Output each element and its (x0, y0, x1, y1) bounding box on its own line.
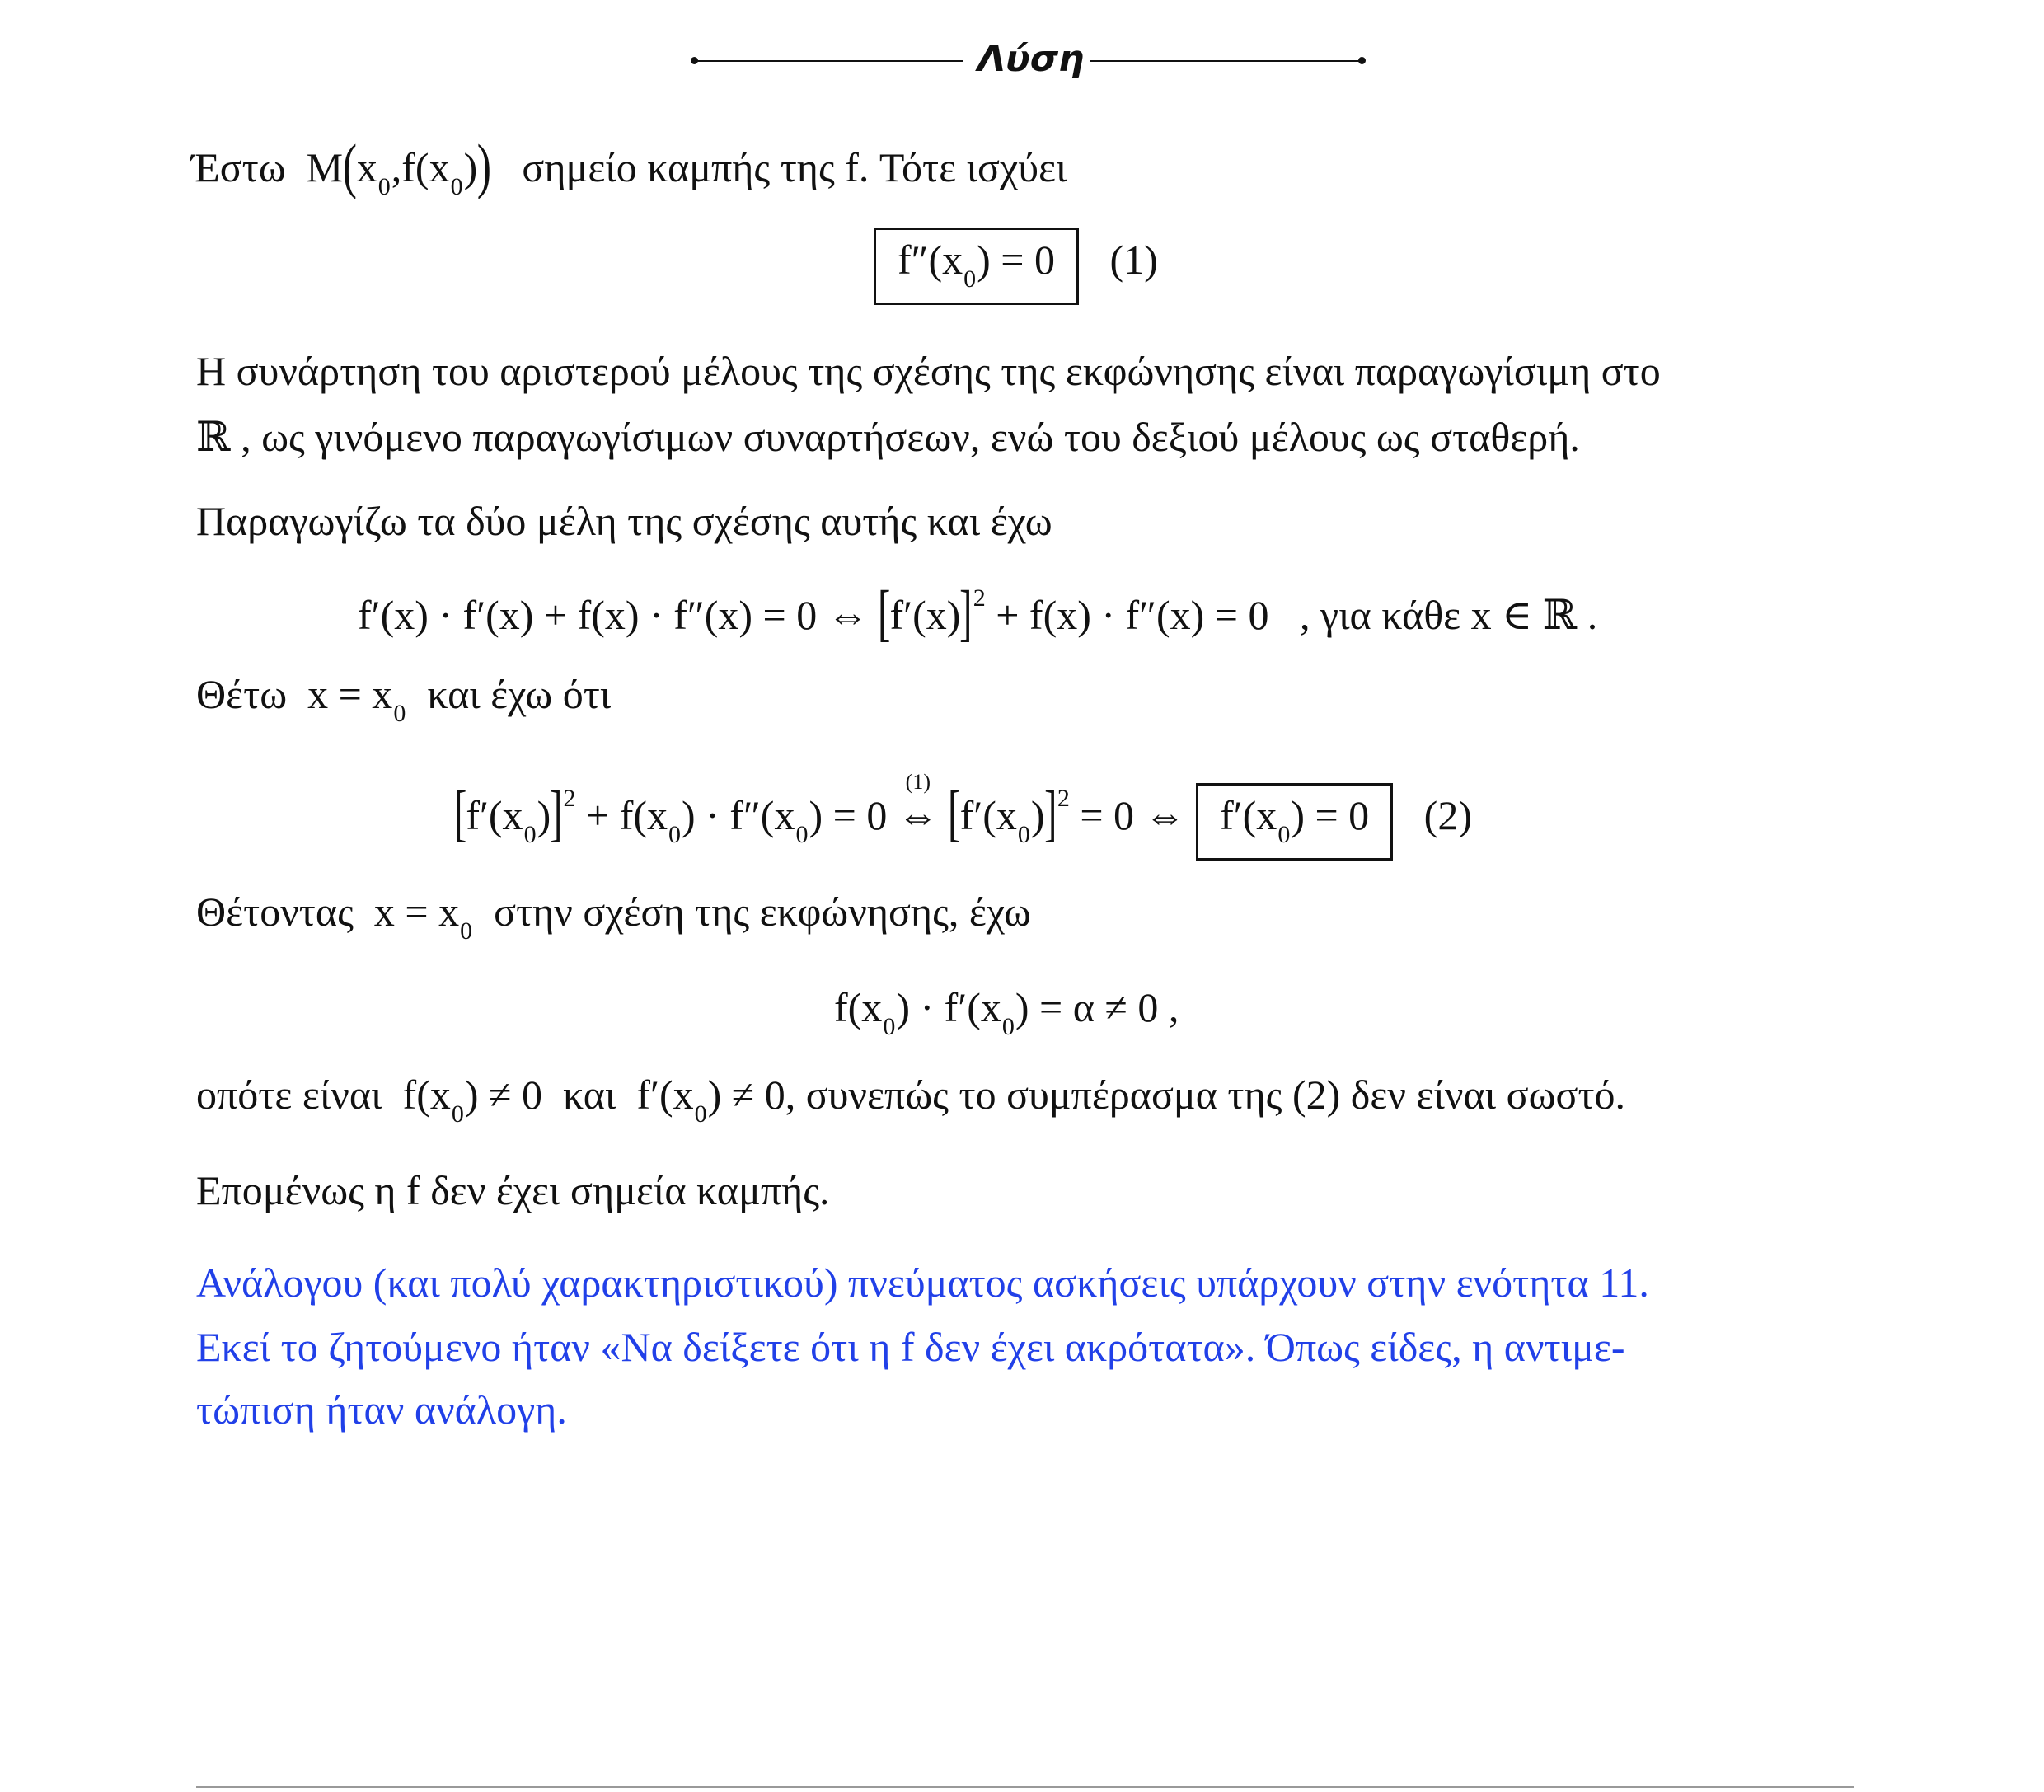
equation-tag-1: (1) (1109, 237, 1158, 283)
intro-text-end: σημείο καμπής της f. Τότε ισχύει (522, 144, 1067, 190)
equation-4: $f(x_0) \cdot f'(x_0) = \alpha \ne 0$ , (834, 984, 1179, 1040)
header-right-rule (1090, 60, 1362, 62)
note-line-2: Εκεί το ζητούμενο ήταν «Να δείξετε ότι η f δεν έχει ακρότατα». Όπως είδες, η αντιμε- (196, 1324, 1625, 1370)
footer-rule (196, 1786, 1854, 1788)
equation-1 (874, 228, 1158, 305)
boxed-equation-1: $f''(x_0) = 0$ (874, 228, 1079, 305)
paragraph-differentiable-1: Η συνάρτηση του αριστερού μέλους της σχέσης της εκφώνησης είναι παραγωγίσιμη στο (196, 348, 1661, 394)
header-right-dot (1358, 57, 1366, 64)
equation-3: $[f'(x_0)]^2 + f(x_0) \cdot f''(x_0) = 0$ (1) ⇔ $[f'(x_0)]^2 = 0$ ⇔ $f'(x_0) = 0$ (2) (455, 783, 1472, 861)
paragraph-substitute: Θέτοντας $x = x_0$ στην σχέση της εκφώνησης, έχω (196, 889, 1031, 945)
point-M: $M(x_0,f(x_0))$ (306, 133, 492, 200)
equation-tag-2: (2) (1423, 792, 1472, 838)
paragraph-set-x0: Θέτω $x = x_0$ και έχω ότι (196, 671, 612, 727)
note-line-1: Ανάλογου (και πολύ χαρακτηριστικού) πνεύματος ασκήσεις υπάρχουν στην ενότητα 11. (196, 1260, 1649, 1306)
implies-by-1: (1) ⇔ (897, 770, 939, 838)
section-title: Λύση (977, 38, 1085, 80)
note-line-3: τώπιση ήταν ανάλογη. (196, 1386, 567, 1433)
paragraph-final: Επομένως η f δεν έχει σημεία καμπής. (196, 1167, 830, 1213)
intro-text: Έστω (191, 144, 286, 190)
equation-derivative: f′(x) · f′(x) + f(x) · f″(x) = 0 ⇔ $[f'(x)]^2 + f(x) \cdot f''(x) = 0$ , για κάθε x ∈ ℝ . (358, 579, 1598, 648)
boxed-equation-2: $f'(x_0) = 0$ (1196, 783, 1393, 861)
paragraph-differentiable-2: ℝ , ως γινόμενο παραγωγίσιμων συναρτήσεων, ενώ του δεξιού μέλους ως σταθερή. (196, 413, 1580, 461)
paragraph-differentiate: Παραγωγίζω τα δύο μέλη της σχέσης αυτής και έχω (196, 498, 1052, 544)
paragraph-intro (191, 133, 1067, 200)
reals-symbol: ℝ (196, 413, 231, 461)
header-left-rule (694, 60, 963, 62)
paragraph-conclusion: οπότε είναι $f(x_0) \ne 0$ και $f'(x_0) \ne 0$, συνεπώς το συμπέρασμα της (2) δεν είναι σωστό. (196, 1072, 1626, 1128)
